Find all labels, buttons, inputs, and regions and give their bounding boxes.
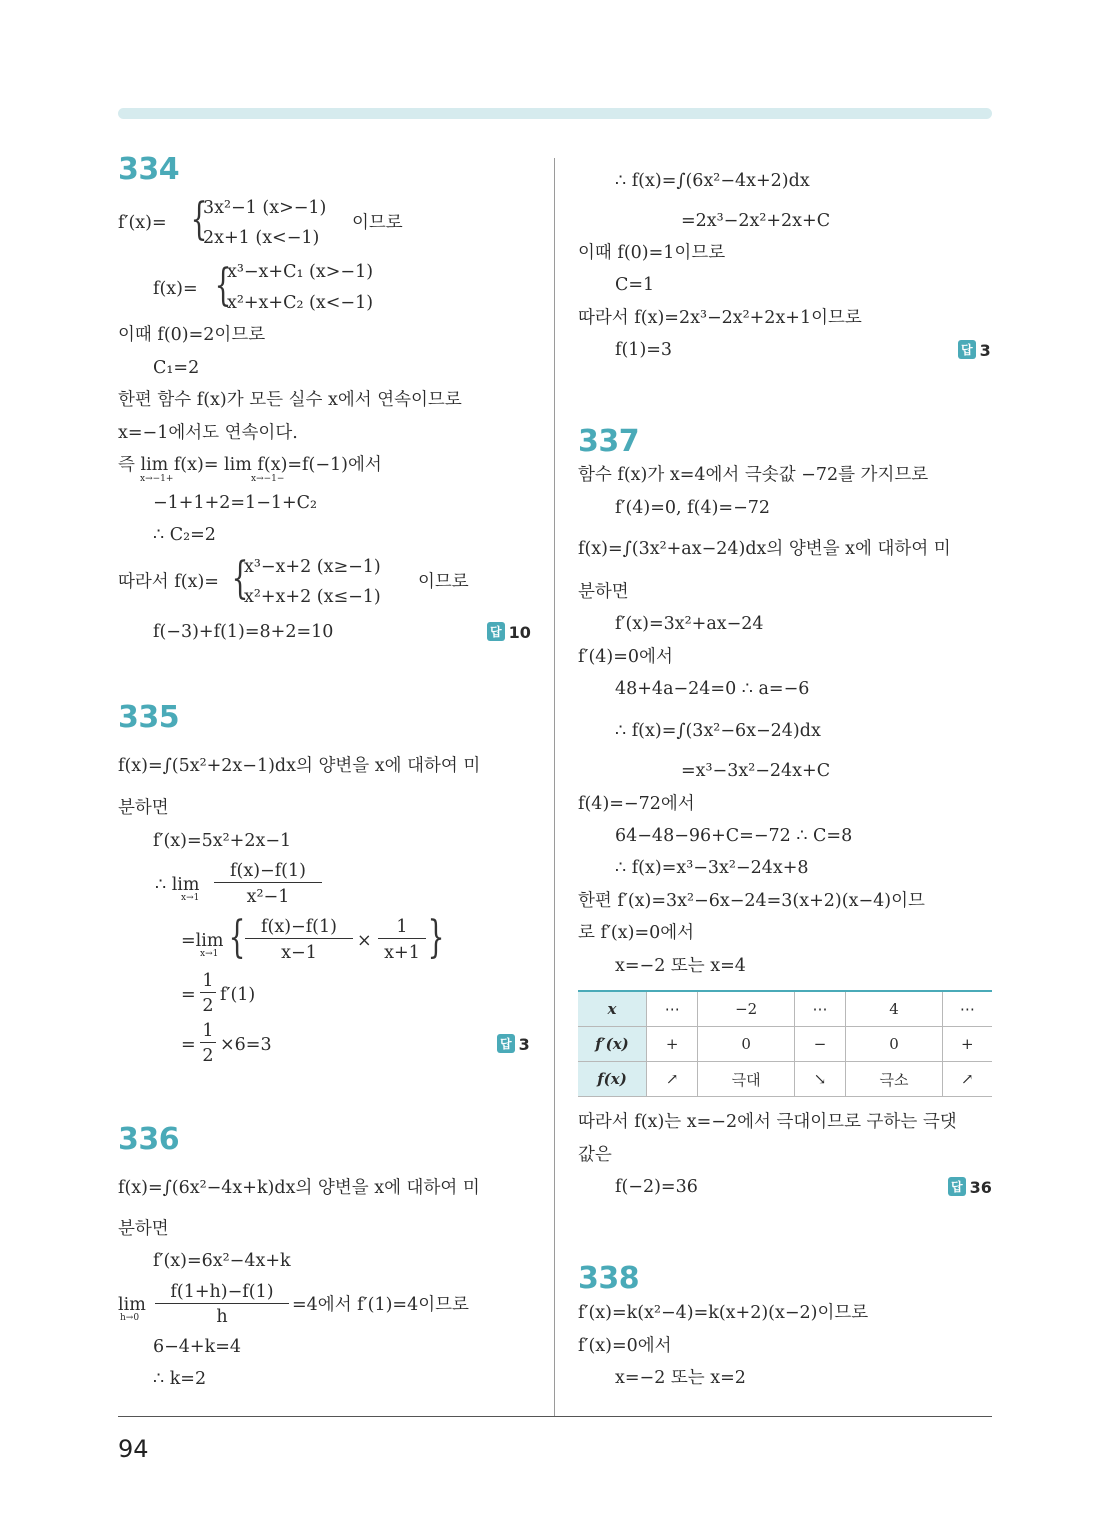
answer-tag: 답 (948, 1177, 966, 1196)
p337-line-11: 64−48−96+C=−72 ∴ C=8 (615, 826, 853, 846)
table-cell: x (578, 991, 647, 1027)
table-cell: −2 (698, 991, 794, 1027)
p335-line-1: f(x)=∫(5x²+2x−1)dx의 양변을 x에 대하여 미 (118, 756, 481, 776)
p335-line-5-den-1: x−1 (281, 943, 317, 963)
problem-number-335: 335 (118, 700, 180, 735)
p335-line-7-post: ×6=3 (220, 1035, 272, 1055)
p334-line-7: 즉 lim f(x)= lim f(x)=f(−1)에서 (118, 455, 382, 475)
problem-number-336: 336 (118, 1122, 180, 1157)
p334-line-1-case-1: 3x²−1 (x>−1) (203, 198, 327, 218)
p334-line-5: 한편 함수 f(x)가 모든 실수 x에서 연속이므로 (118, 390, 462, 410)
sign-change-table (578, 990, 992, 1097)
p335-line-5-pre: =lim (181, 931, 224, 951)
p334-line-9: ∴ C₂=2 (153, 525, 216, 545)
p335-line-4-sub: x→1 (181, 893, 200, 903)
table-cell: 극소 (846, 1062, 942, 1097)
p337-line-13: 한편 f′(x)=3x²−6x−24=3(x+2)(x−4)이므 (578, 891, 925, 911)
answer-tag: 답 (487, 622, 505, 641)
table-cell: + (647, 1027, 698, 1062)
p334-line-1-case-2: 2x+1 (x<−1) (203, 228, 320, 248)
p335-open-brace: { (228, 912, 246, 963)
p336-right-line-5: 따라서 f(x)=2x³−2x²+2x+1이므로 (578, 308, 862, 328)
p335-line-4-pre: ∴ lim (155, 875, 200, 895)
p335-line-5-num-1: f(x)−f(1) (245, 916, 353, 939)
p337-line-4: 분하면 (578, 582, 629, 602)
p334-line-10-case-2: x²+x+2 (x≤−1) (244, 587, 381, 607)
table-cell: − (794, 1027, 845, 1062)
table-cell: ↗ (647, 1062, 698, 1097)
p335-line-4-den: x²−1 (246, 887, 290, 907)
table-cell: 0 (846, 1027, 942, 1062)
table-cell: ⋯ (942, 991, 992, 1027)
p334-line-11: f(−3)+f(1)=8+2=10 (153, 622, 334, 642)
table-cell: + (942, 1027, 992, 1062)
page-number: 94 (118, 1435, 149, 1463)
p334-line-1-left: f′(x)= (118, 213, 167, 233)
p335-close-brace: } (427, 912, 445, 963)
p336-line-1: f(x)=∫(6x²−4x+k)dx의 양변을 x에 대하여 미 (118, 1178, 480, 1198)
table-cell: 극대 (698, 1062, 794, 1097)
p336-line-4-pre: lim (118, 1295, 146, 1315)
p334-line-7-sub-1: x→−1+ (140, 474, 174, 484)
table-cell: ⋯ (647, 991, 698, 1027)
problem-number-334: 334 (118, 152, 180, 187)
p335-line-4-num: f(x)−f(1) (214, 860, 322, 883)
p335-line-6-num: 1 (200, 970, 216, 993)
p335-line-6-post: f′(1) (220, 985, 256, 1005)
p334-answer-value: 10 (508, 623, 531, 642)
p337-line-7: 48+4a−24=0 ∴ a=−6 (615, 679, 810, 699)
table-cell: 0 (698, 1027, 794, 1062)
p337-line-1: 함수 f(x)가 x=4에서 극솟값 −72를 가지므로 (578, 465, 929, 485)
p337-line-5: f′(x)=3x²+ax−24 (615, 614, 764, 634)
p334-brace-1: { (190, 194, 208, 245)
p338-line-3: x=−2 또는 x=2 (615, 1368, 746, 1388)
p337-line-16: 따라서 f(x)는 x=−2에서 극대이므로 구하는 극댓 (578, 1112, 957, 1132)
p334-line-2-case-2: x²+x+C₂ (x<−1) (227, 293, 374, 313)
p335-line-6-pre: = (181, 985, 196, 1005)
p334-line-8: −1+1+2=1−1+C₂ (153, 493, 318, 513)
p334-line-7-sub-2: x→−1− (251, 474, 285, 484)
p334-line-10-case-1: x³−x+2 (x≥−1) (244, 557, 381, 577)
p337-line-6: f′(4)=0에서 (578, 647, 673, 667)
p338-line-1: f′(x)=k(x²−4)=k(x+2)(x−2)이므로 (578, 1303, 869, 1323)
p337-line-9: =x³−3x²−24x+C (681, 761, 831, 781)
p335-line-5-sub: x→1 (200, 949, 219, 959)
p334-line-1-right: 이므로 (352, 213, 403, 233)
p336-line-4-sub: h→0 (120, 1313, 140, 1323)
bottom-rule (118, 1416, 992, 1417)
column-divider (554, 158, 555, 1416)
table-cell: ⋯ (794, 991, 845, 1027)
table-cell: ↗ (942, 1062, 992, 1097)
p335-answer (497, 1034, 530, 1054)
p335-line-6-den: 2 (202, 996, 214, 1016)
p336-line-4-num: f(1+h)−f(1) (155, 1281, 289, 1304)
p337-line-8: ∴ f(x)=∫(3x²−6x−24)dx (615, 721, 821, 741)
p336-answer (958, 340, 991, 360)
p337-line-17: 값은 (578, 1145, 612, 1165)
p337-line-14: 로 f′(x)=0에서 (578, 923, 695, 943)
problem-number-337: 337 (578, 424, 640, 459)
p334-brace-2: { (214, 260, 232, 311)
top-decorative-bar (118, 108, 992, 119)
answer-tag: 답 (497, 1034, 515, 1053)
p336-line-2: 분하면 (118, 1219, 169, 1239)
table-row (578, 991, 992, 1027)
table-cell: 4 (846, 991, 942, 1027)
p337-line-10: f(4)=−72에서 (578, 794, 695, 814)
p336-right-line-2: =2x³−2x²+2x+C (681, 211, 831, 231)
p337-line-2: f′(4)=0, f(4)=−72 (615, 498, 771, 518)
p336-line-4-post: =4에서 f′(1)=4이므로 (292, 1295, 469, 1315)
p337-line-3: f(x)=∫(3x²+ax−24)dx의 양변을 x에 대하여 미 (578, 539, 951, 559)
p336-line-3: f′(x)=6x²−4x+k (153, 1251, 291, 1271)
table-row (578, 1062, 992, 1097)
p338-line-2: f′(x)=0에서 (578, 1336, 672, 1356)
p336-line-6: ∴ k=2 (153, 1369, 207, 1389)
p334-line-6: x=−1에서도 연속이다. (118, 423, 298, 443)
table-cell: ↘ (794, 1062, 845, 1097)
p336-line-4-den: h (216, 1307, 228, 1327)
p334-line-4: C₁=2 (153, 358, 200, 378)
p335-line-3: f′(x)=5x²+2x−1 (153, 831, 292, 851)
p335-line-5-times: × (357, 931, 372, 951)
p337-line-15: x=−2 또는 x=4 (615, 956, 746, 976)
table-row (578, 1027, 992, 1062)
p334-line-2-left: f(x)= (153, 279, 198, 299)
p334-line-2-case-1: x³−x+C₁ (x>−1) (227, 262, 374, 282)
p336-right-line-4: C=1 (615, 275, 655, 295)
answer-tag: 답 (958, 340, 976, 359)
p337-line-12: ∴ f(x)=x³−3x²−24x+8 (615, 858, 809, 878)
p334-brace-3: { (231, 553, 249, 604)
p335-line-7-num: 1 (200, 1020, 216, 1043)
p334-answer (487, 622, 531, 642)
p335-line-7-den: 2 (202, 1046, 214, 1066)
p336-right-line-6: f(1)=3 (615, 340, 673, 360)
table-cell: f′(x) (578, 1027, 647, 1062)
p334-line-10-left: 따라서 f(x)= (118, 572, 219, 592)
p334-line-10-right: 이므로 (418, 572, 469, 592)
p335-line-5-den-2: x+1 (384, 943, 420, 963)
p337-line-18: f(−2)=36 (615, 1177, 698, 1197)
p335-line-7-pre: = (181, 1035, 196, 1055)
p335-line-2: 분하면 (118, 798, 169, 818)
p335-answer-value: 3 (518, 1035, 530, 1054)
p336-line-5: 6−4+k=4 (153, 1337, 241, 1357)
p335-line-5-num-2: 1 (378, 916, 426, 939)
problem-number-338: 338 (578, 1261, 640, 1296)
p334-line-3: 이때 f(0)=2이므로 (118, 325, 266, 345)
table-cell: f(x) (578, 1062, 647, 1097)
p337-answer (948, 1177, 992, 1197)
p336-answer-value: 3 (979, 341, 991, 360)
p336-right-line-1: ∴ f(x)=∫(6x²−4x+2)dx (615, 171, 810, 191)
p337-answer-value: 36 (969, 1178, 992, 1197)
p336-right-line-3: 이때 f(0)=1이므로 (578, 243, 726, 263)
